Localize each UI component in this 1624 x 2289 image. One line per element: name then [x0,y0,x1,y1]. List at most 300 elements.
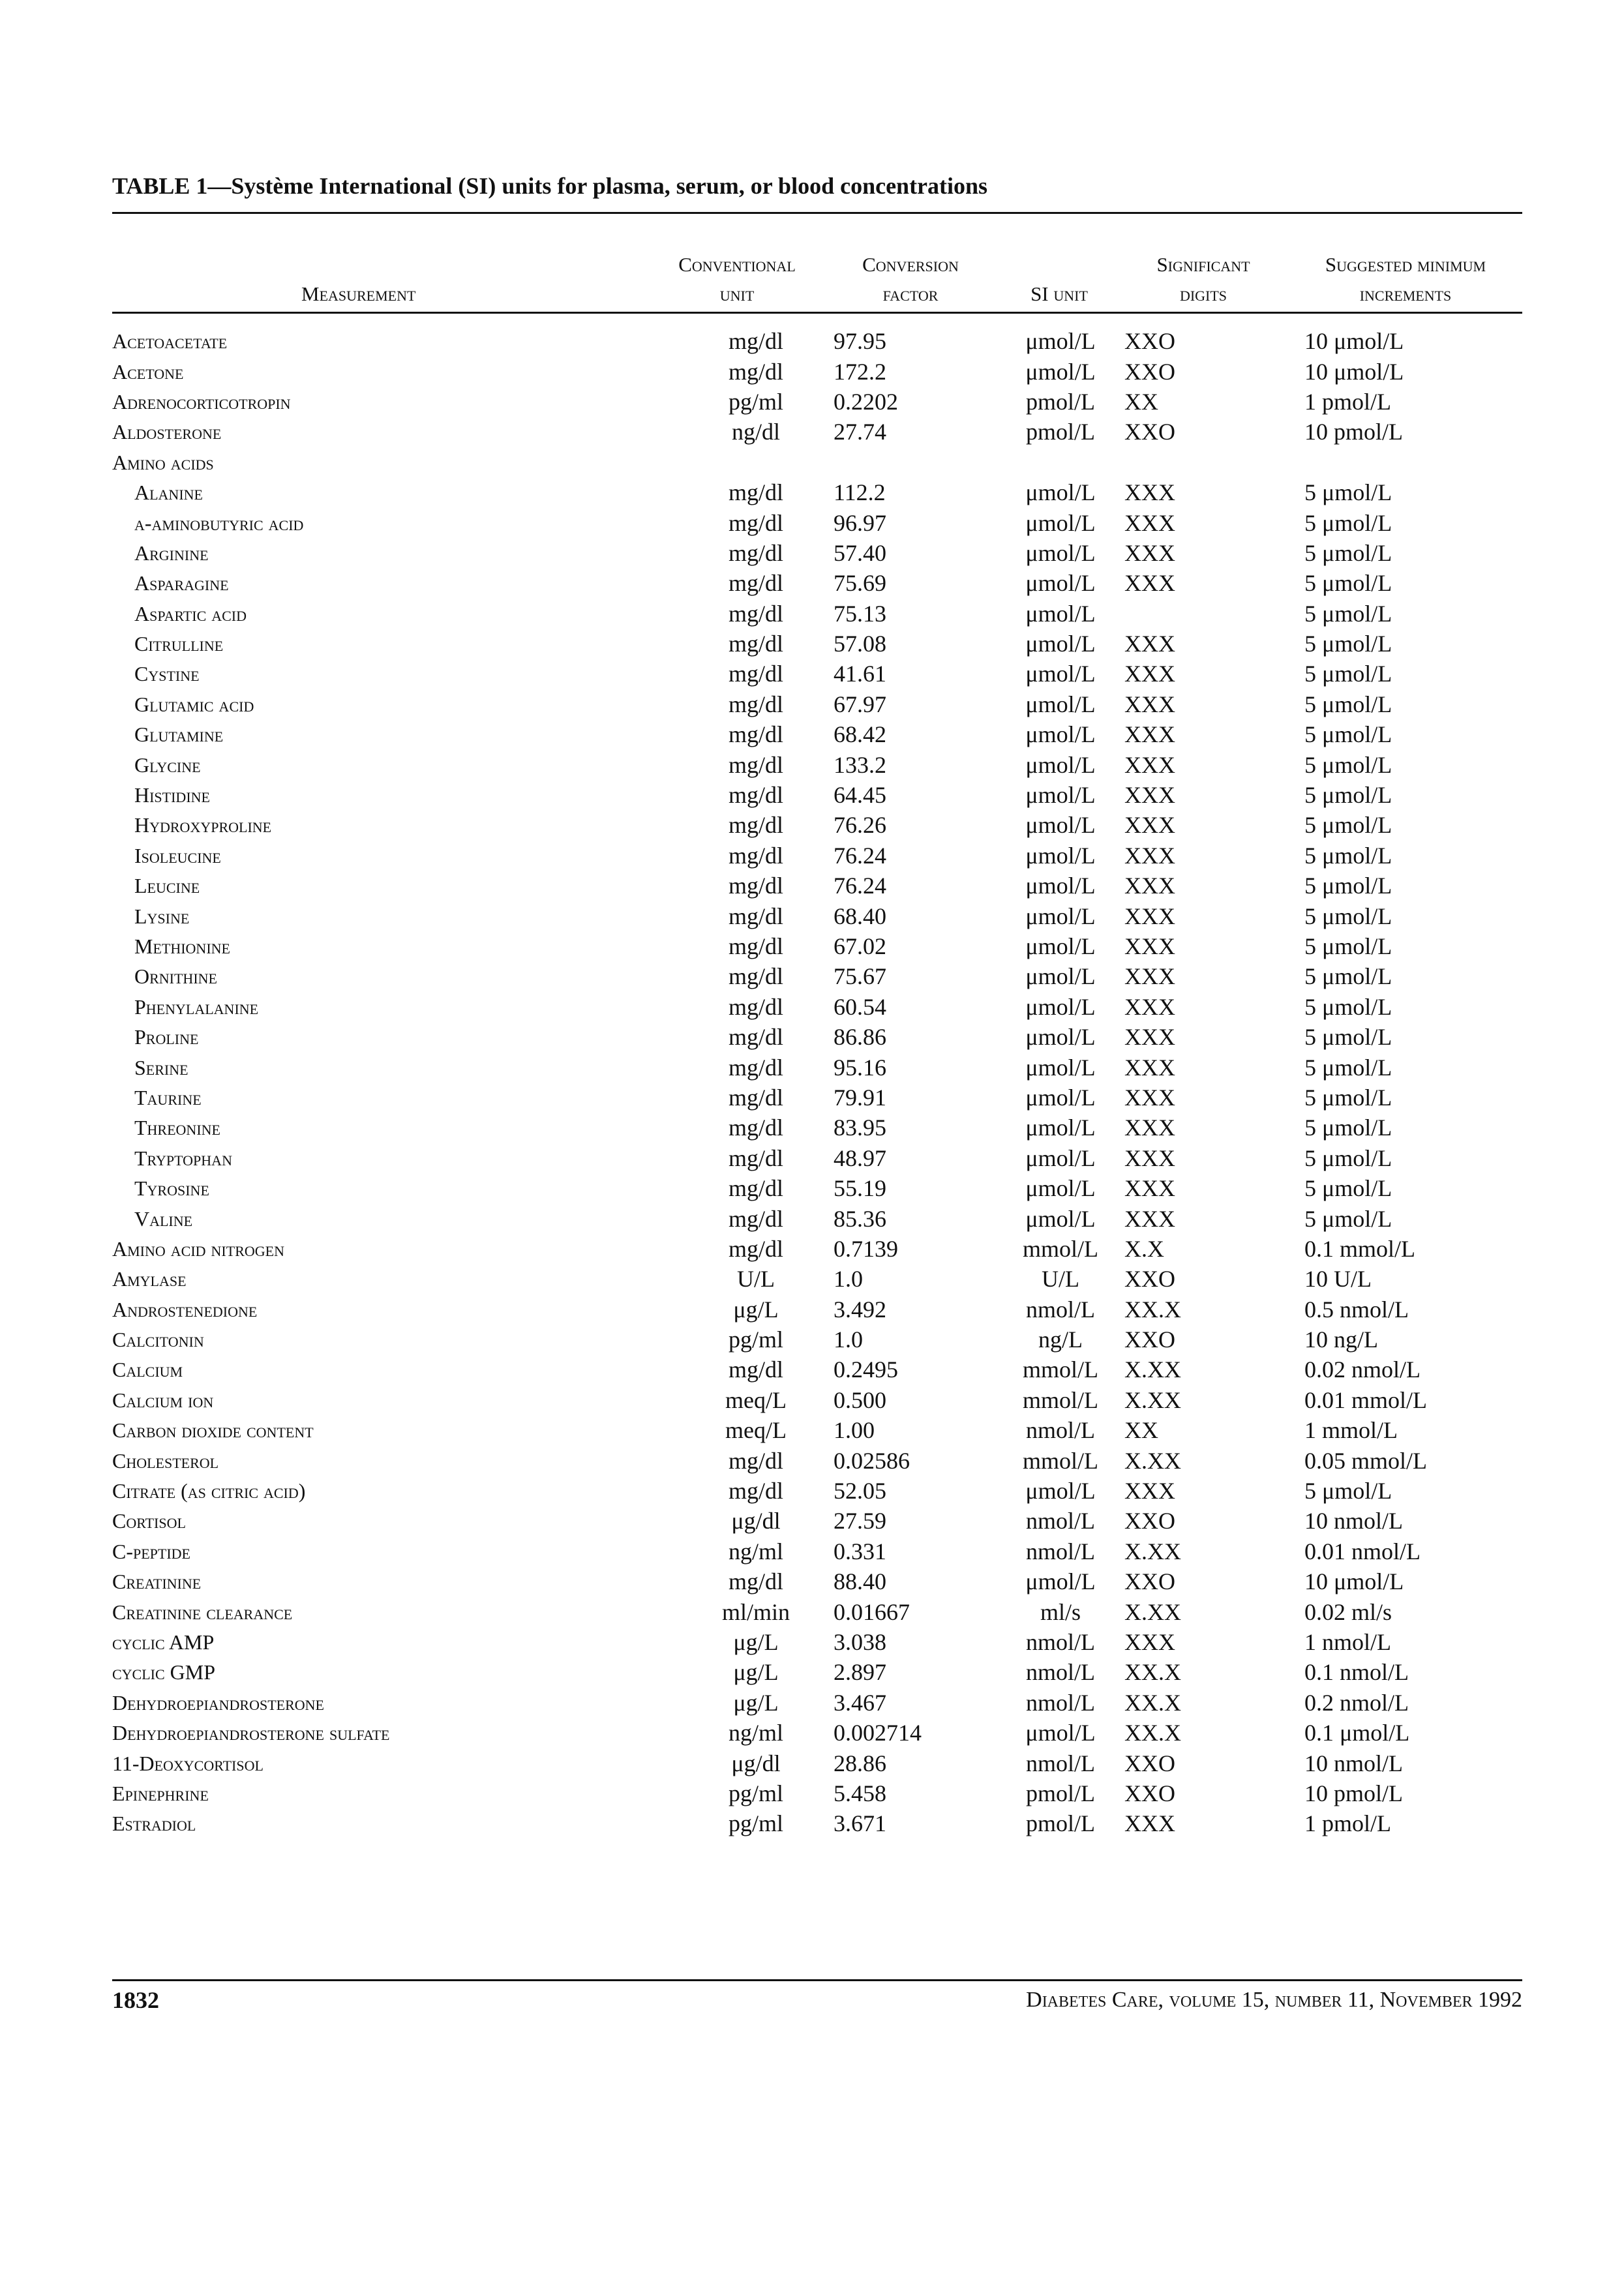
cell-significant-digits [1124,447,1304,477]
cell-minimum-increment: 5 μmol/L [1304,1478,1392,1504]
cell-measurement: Hydroxyproline [134,813,272,837]
cell-measurement: Calcitonin [112,1328,204,1352]
cell-minimum-increment: 10 nmol/L [1304,1508,1403,1534]
cell-si-unit: μmol/L [1025,539,1096,566]
cell-minimum-increment: 5 μmol/L [1304,1024,1392,1051]
cell-si-unit: μmol/L [1025,358,1096,385]
cell-significant-digits: XXX [1124,509,1175,536]
cell-si-unit: pmol/L [1026,419,1095,445]
cell-si-unit [997,447,1124,477]
cell-conventional-unit: mg/dl [728,570,783,597]
cell-minimum-increment: 10 μmol/L [1304,358,1404,385]
cell-significant-digits: XXX [1124,691,1175,717]
cell-significant-digits: XX [1124,388,1158,415]
cell-si-unit: μmol/L [1025,509,1096,536]
cell-minimum-increment: 0.02 ml/s [1304,1598,1392,1625]
cell-significant-digits: XXX [1124,1084,1175,1111]
cell-conventional-unit: ng/ml [728,1538,783,1564]
cell-minimum-increment: 5 μmol/L [1304,842,1392,869]
cell-minimum-increment: 1 mmol/L [1304,1417,1398,1444]
table-row [112,447,1522,477]
table-row [112,1657,1522,1687]
cell-conversion-factor: 76.26 [834,812,886,839]
table-row [112,931,1522,961]
cell-conventional-unit: mg/dl [728,1115,783,1141]
cell-si-unit: μmol/L [1025,570,1096,597]
cell-minimum-increment: 5 μmol/L [1304,993,1392,1020]
cell-si-unit: pmol/L [1026,1810,1095,1837]
cell-minimum-increment: 5 μmol/L [1304,812,1392,839]
cell-conventional-unit: ng/ml [728,1720,783,1746]
cell-si-unit: μmol/L [1025,873,1096,899]
cell-measurement: Histidine [134,783,210,807]
table-row [112,1022,1522,1052]
cell-measurement: Cholesterol [112,1448,219,1473]
cell-conventional-unit: mg/dl [728,1144,783,1171]
cell-si-unit: μmol/L [1025,1175,1096,1202]
cell-measurement: Methionine [134,935,230,958]
cell-conventional-unit: mg/dl [728,358,783,385]
cell-significant-digits: XXX [1124,812,1175,839]
cell-conversion-factor: 3.467 [834,1689,886,1716]
table-row [112,1385,1522,1415]
cell-significant-digits: XXX [1124,1054,1175,1081]
cell-si-unit: U/L [1042,1266,1079,1293]
cell-minimum-increment: 5 μmol/L [1304,691,1392,717]
cell-conventional-unit: mg/dl [728,1024,783,1051]
cell-minimum-increment: 0.1 nmol/L [1304,1659,1409,1686]
cell-conversion-factor: 57.08 [834,631,886,657]
table-row [112,1536,1522,1566]
cell-measurement: Dehydroepiandrosterone [112,1690,324,1714]
table-row [112,477,1522,507]
cell-measurement: Phenylalanine [134,995,259,1019]
cell-minimum-increment: 5 μmol/L [1304,1175,1392,1202]
cell-minimum-increment: 10 μmol/L [1304,1568,1404,1595]
cell-si-unit: nmol/L [1026,1689,1095,1716]
cell-conventional-unit: μg/dl [731,1508,781,1534]
cell-conventional-unit: ng/dl [731,419,780,445]
table-row [112,1566,1522,1596]
cell-conversion-factor: 0.2202 [834,388,898,415]
cell-significant-digits: XXX [1124,570,1175,597]
table-row [112,538,1522,568]
cell-significant-digits: XXO [1124,419,1175,445]
cell-minimum-increment: 5 μmol/L [1304,751,1392,778]
cell-significant-digits: XXX [1124,479,1175,506]
cell-si-unit: μmol/L [1025,1144,1096,1171]
cell-conversion-factor: 0.2495 [834,1356,898,1383]
cell-conventional-unit: mg/dl [728,1478,783,1504]
cell-conventional-unit: meq/L [725,1386,787,1413]
cell-conversion-factor: 27.59 [834,1508,886,1534]
cell-measurement: Aldosterone [112,420,222,444]
cell-minimum-increment: 5 μmol/L [1304,600,1392,627]
cell-significant-digits: XXX [1124,539,1175,566]
cell-minimum-increment: 10 pmol/L [1304,419,1403,445]
table-row [112,1688,1522,1718]
header-minimum-2: increments [1359,282,1452,305]
cell-measurement: Carbon dioxide content [112,1418,314,1443]
cell-si-unit: μmol/L [1025,1205,1096,1232]
cell-significant-digits: XXO [1124,1326,1175,1353]
table-row [112,992,1522,1022]
cell-conversion-factor: 0.01667 [834,1598,910,1625]
cell-conventional-unit: mg/dl [728,873,783,899]
si-units-table [112,326,1522,1839]
cell-measurement: Acetoacetate [112,329,228,353]
cell-measurement: Dehydroepiandrosterone sulfate [112,1721,390,1745]
cell-minimum-increment: 0.01 nmol/L [1304,1538,1421,1564]
cell-minimum-increment: 5 μmol/L [1304,631,1392,657]
cell-si-unit: nmol/L [1026,1508,1095,1534]
table-row [112,507,1522,537]
cell-conventional-unit: mg/dl [728,1175,783,1202]
cell-si-unit: μmol/L [1025,1054,1096,1081]
cell-significant-digits: XXX [1124,1205,1175,1232]
header-conventional-1: Conventional [678,253,796,276]
cell-significant-digits: X.XX [1124,1386,1181,1413]
cell-conventional-unit: mg/dl [728,903,783,929]
cell-si-unit: μmol/L [1025,812,1096,839]
cell-conversion-factor: 86.86 [834,1024,886,1051]
cell-si-unit: mmol/L [1023,1356,1098,1383]
table-row [112,568,1522,598]
cell-measurement: Asparagine [134,571,229,595]
cell-conventional-unit: mg/dl [728,691,783,717]
cell-conventional-unit: mg/dl [728,1084,783,1111]
cell-measurement: 11-Deoxycortisol [112,1751,263,1775]
cell-measurement: Tyrosine [134,1176,209,1201]
cell-si-unit: μmol/L [1025,721,1096,748]
cell-minimum-increment: 0.5 nmol/L [1304,1296,1409,1323]
cell-minimum-increment: 5 μmol/L [1304,903,1392,929]
cell-conversion-factor: 3.038 [834,1628,886,1655]
top-rule [112,212,1522,214]
table-row [112,599,1522,629]
cell-si-unit: μmol/L [1025,661,1096,687]
cell-minimum-increment: 0.02 nmol/L [1304,1356,1421,1383]
cell-conversion-factor: 1.0 [834,1266,863,1293]
cell-minimum-increment: 0.05 mmol/L [1304,1447,1427,1474]
cell-si-unit: μmol/L [1025,963,1096,990]
cell-conversion-factor: 83.95 [834,1115,886,1141]
cell-measurement: Acetone [112,359,184,383]
cell-measurement: Proline [134,1025,199,1049]
cell-si-unit: ml/s [1040,1598,1081,1625]
cell-conversion-factor: 1.0 [834,1326,863,1353]
cell-measurement: cyclic AMP [112,1630,215,1654]
cell-measurement: Estradiol [112,1812,196,1836]
cell-minimum-increment: 5 μmol/L [1304,1205,1392,1232]
cell-conventional-unit: mg/dl [728,1568,783,1595]
cell-significant-digits: XXX [1124,751,1175,778]
cell-significant-digits: XXO [1124,358,1175,385]
table-row [112,841,1522,871]
cell-minimum-increment: 10 μmol/L [1304,328,1404,355]
cell-si-unit: μmol/L [1025,1478,1096,1504]
cell-conventional-unit: pg/ml [728,388,783,415]
cell-si-unit: μmol/L [1025,691,1096,717]
cell-conversion-factor: 133.2 [834,751,886,778]
cell-significant-digits: XXO [1124,1750,1175,1776]
cell-minimum-increment: 5 μmol/L [1304,933,1392,959]
cell-significant-digits: XX.X [1124,1689,1181,1716]
table-row [112,1324,1522,1354]
cell-significant-digits: XXX [1124,963,1175,990]
cell-minimum-increment: 5 μmol/L [1304,479,1392,506]
cell-significant-digits: XXX [1124,782,1175,809]
cell-conversion-factor: 112.2 [834,479,886,506]
cell-conventional-unit: mg/dl [728,539,783,566]
cell-si-unit: μmol/L [1025,1024,1096,1051]
cell-conventional-unit: mg/dl [728,1054,783,1081]
cell-significant-digits: XX.X [1124,1720,1181,1746]
cell-conventional-unit: mg/dl [728,721,783,748]
cell-measurement: Leucine [134,874,200,898]
cell-si-unit: μmol/L [1025,842,1096,869]
cell-measurement: Arginine [134,541,209,565]
table-row [112,901,1522,931]
cell-si-unit: μmol/L [1025,782,1096,809]
cell-significant-digits: XX.X [1124,1659,1181,1686]
cell-measurement: cyclic GMP [112,1660,216,1684]
cell-measurement: Aspartic acid [134,601,247,625]
cell-significant-digits: XXX [1124,661,1175,687]
cell-si-unit: μmol/L [1025,600,1096,627]
table-body [112,326,1522,1839]
cell-si-unit: μmol/L [1025,1084,1096,1111]
cell-minimum-increment: 5 μmol/L [1304,873,1392,899]
cell-conversion-factor: 67.97 [834,691,886,717]
cell-conventional-unit: meq/L [725,1417,787,1444]
cell-conversion-factor: 1.00 [834,1417,875,1444]
cell-significant-digits: XXX [1124,993,1175,1020]
table-row [112,629,1522,659]
cell-measurement: Creatinine clearance [112,1600,293,1624]
cell-si-unit: μmol/L [1025,1720,1096,1746]
cell-measurement: Creatinine [112,1570,202,1594]
cell-conversion-factor: 68.42 [834,721,886,748]
cell-si-unit: nmol/L [1026,1750,1095,1776]
cell-conventional-unit: μg/L [733,1689,779,1716]
cell-conversion-factor: 95.16 [834,1054,886,1081]
cell-conversion-factor: 27.74 [834,419,886,445]
table-row [112,719,1522,749]
cell-conventional-unit: mg/dl [728,993,783,1020]
cell-significant-digits: XXO [1124,1508,1175,1534]
cell-si-unit: μmol/L [1025,993,1096,1020]
cell-conventional-unit: mg/dl [728,600,783,627]
table-row [112,659,1522,689]
cell-conventional-unit: ml/min [721,1598,790,1625]
cell-significant-digits: XXX [1124,1144,1175,1171]
cell-measurement: Taurine [134,1085,202,1109]
cell-significant-digits: XXX [1124,1628,1175,1655]
page-number: 1832 [112,1987,159,2013]
journal-citation: Diabetes Care, volume 15, number 11, November 1992 [1026,1988,1522,2012]
cell-measurement: Cystine [134,662,200,686]
table-row [112,1113,1522,1143]
cell-conversion-factor: 2.897 [834,1659,886,1686]
cell-conventional-unit: mg/dl [728,842,783,869]
cell-measurement: Citrulline [134,632,224,656]
cell-si-unit: nmol/L [1026,1538,1095,1564]
cell-conversion-factor: 55.19 [834,1175,886,1202]
table-row [112,1445,1522,1475]
cell-conversion-factor: 68.40 [834,903,886,929]
cell-conventional-unit: μg/L [733,1659,779,1686]
cell-conventional-unit: mg/dl [728,1205,783,1232]
cell-minimum-increment: 0.1 mmol/L [1304,1235,1415,1262]
cell-si-unit: nmol/L [1026,1296,1095,1323]
cell-conversion-factor: 3.492 [834,1296,886,1323]
cell-minimum-increment: 1 pmol/L [1304,388,1391,415]
table-row [112,1143,1522,1173]
cell-significant-digits: XXO [1124,328,1175,355]
cell-measurement: Citrate (as citric acid) [112,1479,306,1503]
header-measurement: Measurement [301,282,416,305]
cell-conversion-factor: 0.002714 [834,1720,922,1746]
cell-conversion-factor: 0.7139 [834,1235,898,1262]
cell-significant-digits: XX.X [1124,1296,1181,1323]
cell-significant-digits: XXX [1124,1175,1175,1202]
table-row [112,387,1522,417]
cell-si-unit: μmol/L [1025,903,1096,929]
cell-minimum-increment: 10 U/L [1304,1266,1372,1293]
cell-conventional-unit: mg/dl [728,1447,783,1474]
cell-minimum-increment: 0.1 μmol/L [1304,1720,1410,1746]
table-row [112,1203,1522,1233]
table-row [112,1234,1522,1264]
cell-conventional-unit: mg/dl [728,751,783,778]
table-row [112,1748,1522,1778]
table-row [112,871,1522,901]
cell-measurement: Amino acid nitrogen [112,1236,284,1261]
cell-significant-digits: X.XX [1124,1447,1181,1474]
cell-significant-digits: XXX [1124,1115,1175,1141]
cell-measurement: Epinephrine [112,1781,209,1805]
cell-conversion-factor: 28.86 [834,1750,886,1776]
table-row [112,1294,1522,1324]
cell-minimum-increment: 5 μmol/L [1304,963,1392,990]
table-row [112,1052,1522,1082]
cell-conversion-factor: 75.13 [834,600,886,627]
cell-si-unit: nmol/L [1026,1628,1095,1655]
cell-measurement: Threonine [134,1116,220,1140]
table-row [112,1415,1522,1445]
cell-conversion-factor: 75.69 [834,570,886,597]
cell-significant-digits: X.XX [1124,1356,1181,1383]
cell-measurement: C-peptide [112,1539,190,1563]
table-row [112,1083,1522,1113]
cell-conventional-unit: μg/dl [731,1750,781,1776]
table-row [112,326,1522,356]
cell-conversion-factor: 96.97 [834,509,886,536]
cell-minimum-increment: 5 μmol/L [1304,1054,1392,1081]
cell-si-unit: pmol/L [1026,1780,1095,1806]
table-row [112,1778,1522,1808]
header-conventional-2: unit [719,282,755,305]
cell-significant-digits: XXO [1124,1266,1175,1293]
cell-si-unit: pmol/L [1026,388,1095,415]
cell-conventional-unit: mg/dl [728,631,783,657]
cell-minimum-increment: 10 nmol/L [1304,1750,1403,1776]
cell-minimum-increment: 5 μmol/L [1304,661,1392,687]
table-row [112,961,1522,991]
cell-si-unit: mmol/L [1023,1447,1098,1474]
cell-si-unit: μmol/L [1025,479,1096,506]
cell-conventional-unit: pg/ml [728,1780,783,1806]
cell-measurement: Isoleucine [134,843,221,867]
cell-conventional-unit: mg/dl [728,328,783,355]
table-title [112,172,987,200]
cell-conversion-factor: 0.02586 [834,1447,910,1474]
cell-significant-digits: XX [1124,1417,1158,1444]
cell-significant-digits: XXX [1124,721,1175,748]
cell-conversion-factor: 76.24 [834,842,886,869]
cell-minimum-increment: 5 μmol/L [1304,782,1392,809]
cell-conventional-unit: mg/dl [728,1356,783,1383]
table-row [112,417,1522,447]
cell-conventional-unit: mg/dl [728,782,783,809]
table-caption: —Système International (SI) units for plasma, serum, or blood concentrations [207,173,988,199]
cell-conversion-factor: 172.2 [834,358,886,385]
header-significant-1: Significant [1156,253,1250,276]
table-row [112,689,1522,719]
cell-significant-digits [1124,599,1304,629]
cell-si-unit: μmol/L [1025,328,1096,355]
table-row [112,1173,1522,1203]
cell-measurement: α-aminobutyric acid [134,511,304,535]
cell-minimum-increment: 5 μmol/L [1304,1115,1392,1141]
cell-significant-digits: XXO [1124,1568,1175,1595]
cell-measurement: Androstenedione [112,1297,258,1321]
cell-conversion-factor: 97.95 [834,328,886,355]
cell-minimum-increment: 10 pmol/L [1304,1780,1403,1806]
cell-measurement: Calcium [112,1358,183,1382]
cell-si-unit: nmol/L [1026,1417,1095,1444]
header-si-unit: SI unit [1030,282,1088,305]
cell-conversion-factor: 79.91 [834,1084,886,1111]
cell-minimum-increment: 5 μmol/L [1304,509,1392,536]
cell-conventional-unit: mg/dl [728,812,783,839]
cell-minimum-increment: 5 μmol/L [1304,1084,1392,1111]
cell-si-unit: μmol/L [1025,1115,1096,1141]
cell-significant-digits: XXX [1124,1810,1175,1837]
cell-measurement: Glutamic acid [134,692,254,716]
table-row [112,1264,1522,1294]
cell-significant-digits: X.XX [1124,1598,1181,1625]
cell-measurement: Tryptophan [134,1146,232,1170]
header-significant-2: digits [1179,282,1227,305]
cell-si-unit: μmol/L [1025,631,1096,657]
cell-conventional-unit: pg/ml [728,1326,783,1353]
header-rule [112,312,1522,314]
cell-significant-digits: XXX [1124,873,1175,899]
cell-conventional-unit: mg/dl [728,1235,783,1262]
header-conversion-1: Conversion [862,253,959,276]
cell-conventional-unit: U/L [737,1266,775,1293]
cell-measurement: Serine [134,1055,188,1079]
table-row [112,780,1522,810]
table-row [112,1718,1522,1748]
cell-measurement: Adrenocorticotropin [112,389,291,413]
cell-measurement: Alanine [134,481,203,505]
table-row [112,356,1522,386]
cell-conversion-factor: 3.671 [834,1810,886,1837]
cell-measurement: Glycine [134,753,201,777]
